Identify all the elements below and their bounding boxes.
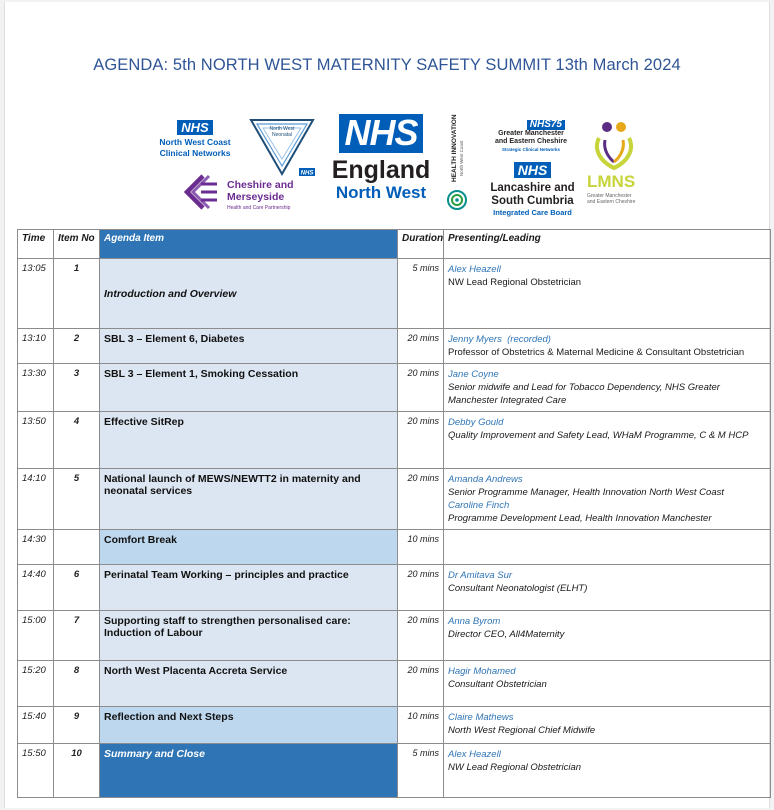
logo-text: England [331, 156, 431, 184]
row-duration: 20 mins [398, 412, 444, 469]
table-row [18, 744, 771, 798]
col-header-duration: Duration [398, 230, 444, 259]
presenter-role: Consultant Obstetrician [448, 679, 547, 690]
table-row [18, 469, 771, 530]
page-title: AGENDA: 5th NORTH WEST MATERNITY SAFETY SUMMIT 13th March 2024 [93, 56, 681, 74]
presenter-role: Senior Programme Manager, Health Innovation North West Coast [448, 487, 724, 498]
row-item-no: 7 [54, 611, 100, 661]
presenter-role: NW Lead Regional Obstetrician [448, 277, 582, 288]
row-duration: 5 mins [398, 259, 444, 329]
row-item-no: 4 [54, 412, 100, 469]
presenter-name: Caroline Finch [448, 500, 510, 511]
row-time: 13:05 [18, 259, 54, 329]
table-row [18, 412, 771, 469]
nhs-wordmark: NHS75 [527, 120, 565, 130]
row-item-no: 9 [54, 707, 100, 744]
row-duration: 20 mins [398, 565, 444, 611]
row-duration: 20 mins [398, 329, 444, 364]
presenter-name: Alex Heazell [448, 264, 501, 275]
presenter-role: Director CEO, All4Maternity [448, 629, 565, 640]
row-item-no: 5 [54, 469, 100, 530]
row-presenter [444, 661, 771, 707]
row-presenter [444, 364, 771, 412]
nhs-england-nw-logo [327, 114, 435, 203]
row-agenda-item: North West Placenta Accreta Service [100, 661, 398, 707]
logo-subtext: Integrated Care Board [493, 208, 572, 217]
logo-text: and Eastern Cheshire [495, 138, 567, 145]
col-header-item-no: Item No [54, 230, 100, 259]
presenter-role: Programme Development Lead, Health Innovation Manchester [448, 513, 712, 524]
row-duration: 20 mins [398, 364, 444, 412]
gm-scn-logo [485, 120, 577, 154]
col-header-presenting: Presenting/Leading [444, 230, 771, 259]
row-item-no: 2 [54, 329, 100, 364]
svg-text:North West: North West [269, 126, 295, 132]
row-agenda-item: SBL 3 – Element 6, Diabetes [100, 329, 398, 364]
svg-text:North West Coast: North West Coast [459, 140, 464, 176]
row-presenter [444, 469, 771, 530]
presenter-role: NW Lead Regional Obstetrician [448, 762, 582, 773]
row-time: 13:50 [18, 412, 54, 469]
row-agenda-item: Supporting staff to strengthen personalised care: Induction of Labour [100, 611, 398, 661]
row-agenda-item: Reflection and Next Steps [100, 707, 398, 744]
row-duration: 20 mins [398, 469, 444, 530]
logo-text: Lancashire and [490, 182, 575, 194]
table-row [18, 329, 771, 364]
col-header-agenda-item: Agenda Item [100, 230, 398, 259]
table-row [18, 259, 771, 329]
lmns-mark-icon [591, 120, 637, 172]
presenter-name: Claire Mathews [448, 712, 514, 723]
presenter-role: Quality Improvement and Safety Lead, WHaM Programme, C & M HCP [448, 430, 749, 441]
cm-mark-icon [181, 172, 223, 212]
row-presenter [444, 565, 771, 611]
presenter-name: Dr Amitava Sur [448, 570, 513, 581]
presenter-name: Jenny Myers [448, 334, 502, 345]
presenter-note: (recorded) [507, 334, 551, 345]
row-item-no: 3 [54, 364, 100, 412]
presenter-name: Alex Heazell [448, 749, 501, 760]
presenter-role: Senior midwife and Lead for Tobacco Dependency, NHS Greater Manchester Integrated Care [448, 382, 720, 406]
row-presenter [444, 412, 771, 469]
logo-subtext: Greater Manchester [587, 193, 632, 199]
row-agenda-item: Effective SitRep [100, 412, 398, 469]
row-presenter [444, 530, 771, 565]
row-item-no [54, 530, 100, 565]
row-item-no: 1 [54, 259, 100, 329]
logo-text: Merseyside [227, 191, 285, 203]
presenter-name: Amanda Andrews [448, 474, 523, 485]
table-row [18, 565, 771, 611]
row-agenda-item: National launch of MEWS/NEWTT2 in maternity and neonatal services [100, 469, 398, 530]
logo-text: Clinical Networks [159, 148, 231, 158]
row-time: 15:50 [18, 744, 54, 798]
row-duration: 20 mins [398, 611, 444, 661]
row-time: 14:30 [18, 530, 54, 565]
svg-text:HEALTH INNOVATION: HEALTH INNOVATION [451, 114, 458, 182]
row-presenter [444, 611, 771, 661]
presenter-name: Hagir Mohamed [448, 666, 516, 677]
row-duration: 10 mins [398, 530, 444, 565]
logo-text: North West Coast [159, 137, 231, 147]
row-time: 14:10 [18, 469, 54, 530]
svg-text:Neonatal: Neonatal [271, 132, 293, 138]
row-time: 13:10 [18, 329, 54, 364]
lsc-icb-logo [485, 162, 580, 217]
logo-text: LMNS [587, 172, 636, 191]
presenter-name: Jane Coyne [448, 369, 499, 380]
presenter-role: Consultant Neonatologist (ELHT) [448, 583, 588, 594]
logo-text: South Cumbria [491, 195, 574, 207]
nw-neonatal-logo [247, 116, 317, 178]
row-presenter [444, 707, 771, 744]
svg-text:NHS: NHS [300, 170, 314, 177]
table-row [18, 661, 771, 707]
row-duration: 10 mins [398, 707, 444, 744]
lmns-logo [587, 120, 647, 212]
nhs-wordmark: NHS [514, 162, 552, 178]
row-agenda-item: Comfort Break [100, 530, 398, 565]
agenda-page [4, 2, 770, 808]
row-presenter [444, 744, 771, 798]
row-agenda-item: SBL 3 – Element 1, Smoking Cessation [100, 364, 398, 412]
row-item-no: 8 [54, 661, 100, 707]
presenter-name: Anna Byrom [448, 616, 501, 627]
row-time: 15:00 [18, 611, 54, 661]
table-row [18, 364, 771, 412]
logo-text: Greater Manchester [498, 130, 564, 137]
row-time: 15:40 [18, 707, 54, 744]
row-agenda-item: Perinatal Team Working – principles and practice [100, 565, 398, 611]
presenter-role: North West Regional Chief Midwife [448, 725, 596, 736]
table-row [18, 707, 771, 744]
col-header-time: Time [18, 230, 54, 259]
row-time: 15:20 [18, 661, 54, 707]
row-agenda-item: Summary and Close [100, 744, 398, 798]
agenda-table [17, 229, 771, 798]
presenter-name: Debby Gould [448, 417, 504, 428]
table-row [18, 530, 771, 565]
presenter-role: Professor of Obstetrics & Maternal Medicine & Consultant Obstetrician [448, 347, 745, 358]
health-innovation-logo [445, 114, 475, 214]
row-presenter [444, 259, 771, 329]
row-item-no: 10 [54, 744, 100, 798]
logo-text: North West [335, 183, 427, 202]
row-item-no: 6 [54, 565, 100, 611]
row-presenter [444, 329, 771, 364]
row-duration: 20 mins [398, 661, 444, 707]
row-time: 13:30 [18, 364, 54, 412]
logo-subtext: and Eastern Cheshire [587, 199, 636, 205]
table-row [18, 611, 771, 661]
row-duration: 5 mins [398, 744, 444, 798]
logo-subtext: Health and Care Partnership [227, 205, 291, 211]
logo-subtext: Strategic Clinical Networks [501, 147, 561, 152]
nhs-wordmark: NHS [339, 114, 422, 153]
nhs-nwc-logo [150, 120, 240, 159]
cheshire-merseyside-logo [181, 172, 311, 212]
logo-text: Cheshire and [227, 179, 294, 191]
table-header-row [18, 230, 771, 259]
nhs-wordmark: NHS [177, 120, 212, 135]
row-agenda-item: Introduction and Overview [100, 259, 398, 329]
row-time: 14:40 [18, 565, 54, 611]
